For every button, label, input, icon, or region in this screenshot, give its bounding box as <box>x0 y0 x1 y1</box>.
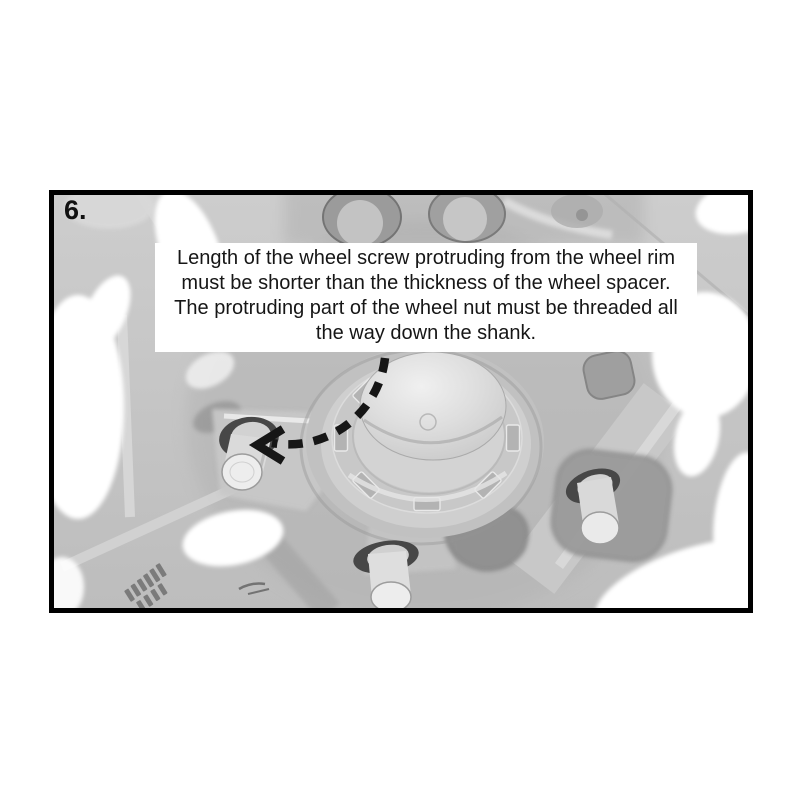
instruction-box <box>155 243 697 352</box>
figure-frame <box>49 190 753 613</box>
instruction-line: Length of the wheel screw protruding from the wheel rim <box>176 247 676 269</box>
instruction-line: the way down the shank. <box>315 322 537 344</box>
instruction-line: must be shorter than the thickness of the wheel spacer. <box>181 272 671 294</box>
instruction-line: The protruding part of the wheel nut must be threaded all <box>174 297 678 319</box>
step-number: 6. <box>64 195 87 225</box>
